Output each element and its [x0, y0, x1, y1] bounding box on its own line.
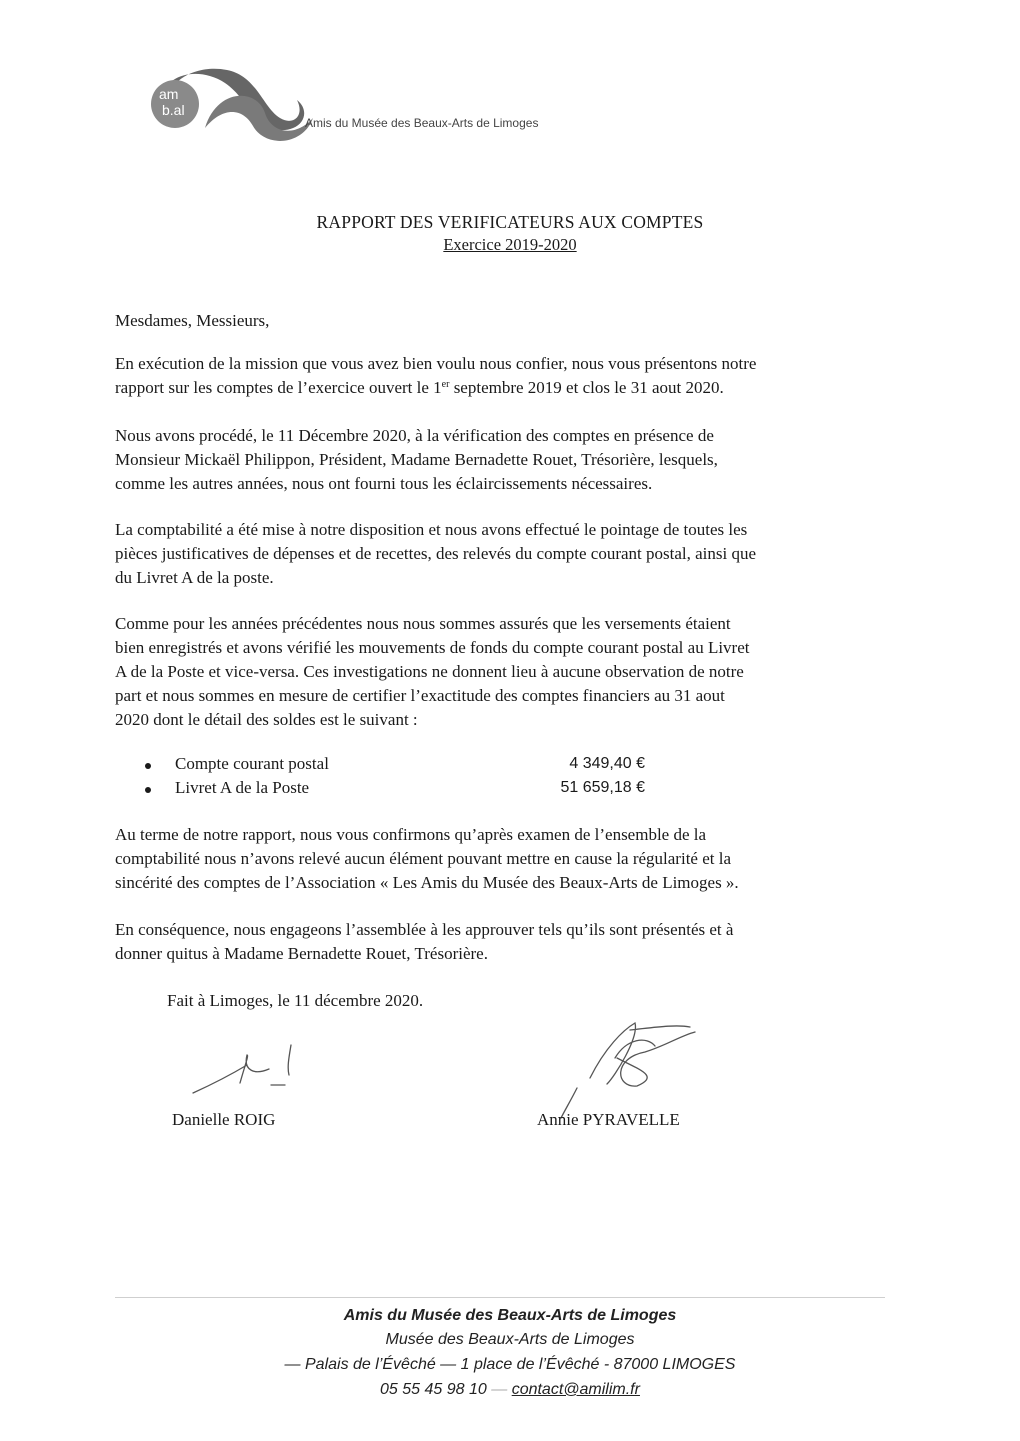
balance-row-ccp	[115, 754, 675, 778]
paragraph-line: En exécution de la mission que vous avez bien voulu nous confier, nous vous présentons notre	[115, 354, 757, 373]
signature-right-image	[555, 1018, 705, 1123]
signatory-left-name: Danielle ROIG	[172, 1110, 276, 1129]
logo-letters-top: am	[159, 86, 179, 102]
paragraph-mission	[115, 352, 875, 400]
paragraph-accounting	[115, 518, 875, 590]
paragraph-line: 2020 dont le détail des soldes est le suivant :	[115, 710, 418, 729]
paragraph-line: comptabilité nous n’avons relevé aucun élément pouvant mettre en cause la régularité et la	[115, 849, 732, 868]
paragraph-line: Nous avons procédé, le 11 Décembre 2020, à la vérification des comptes en présence de	[115, 426, 714, 445]
footer-address: — Palais de l’Évêché — 1 place de l’Évêché - 87000 LIMOGES	[284, 1356, 736, 1373]
report-title: RAPPORT DES VERIFICATEURS AUX COMPTES	[316, 212, 704, 232]
salutation: Mesdames, Messieurs,	[115, 311, 270, 330]
paragraph-line: La comptabilité a été mise à notre disposition et nous avons effectué le pointage de toutes les	[115, 520, 748, 539]
paragraph-certification	[115, 612, 875, 732]
paragraph-approval	[115, 918, 875, 966]
signature-left-image	[185, 1035, 325, 1100]
letterhead-org-name: Amis du Musée des Beaux-Arts de Limoges	[305, 116, 539, 130]
footer-separator: —	[486, 1381, 512, 1398]
balance-row-livret-a	[115, 778, 675, 802]
bullet-icon	[145, 763, 151, 769]
paragraph-line: bien enregistrés et avons vérifié les mouvements de fonds du compte courant postal au Livret	[115, 638, 750, 657]
paragraph-line: sincérité des comptes de l’Association « Les Amis du Musée des Beaux-Arts de Limoges ».	[115, 873, 739, 892]
paragraph-verification	[115, 424, 875, 496]
logo-letters-bottom: b.al	[162, 102, 185, 118]
paragraph-line: A de la Poste et vice-versa. Ces investigations ne donnent lieu à aucune observation de notre	[115, 662, 744, 681]
fiscal-year: Exercice 2019-2020	[443, 235, 577, 254]
paragraph-line: Comme pour les années précédentes nous nous sommes assurés que les versements étaient	[115, 614, 731, 633]
report-subtitle	[0, 235, 1020, 255]
paragraph-line: pièces justificatives de dépenses et de recettes, des relevés du compte courant postal, ainsi que	[115, 544, 757, 563]
footer-museum: Musée des Beaux-Arts de Limoges	[385, 1331, 635, 1348]
footer-divider	[115, 1297, 885, 1298]
balance-value: 51 659,18 €	[560, 779, 645, 796]
text-run: septembre 2019 et clos le 31 aout 2020.	[449, 378, 724, 397]
signatory-right-name: Annie PYRAVELLE	[537, 1110, 680, 1129]
balance-label: Compte courant postal	[175, 754, 329, 773]
paragraph-line: En conséquence, nous engageons l’assemblée à les approuver tels qu’ils sont présentés et à	[115, 920, 734, 939]
paragraph-line: donner quitus à Madame Bernadette Rouet, Trésorière.	[115, 944, 488, 963]
footer-org-name: Amis du Musée des Beaux-Arts de Limoges	[343, 1307, 677, 1324]
paragraph-line: Au terme de notre rapport, nous vous confirmons qu’après examen de l’ensemble de la	[115, 825, 707, 844]
balance-value: 4 349,40 €	[569, 755, 645, 772]
paragraph-line: du Livret A de la poste.	[115, 568, 274, 587]
paragraph-line: comme les autres années, nous ont fourni tous les éclaircissements nécessaires.	[115, 474, 653, 493]
footer-phone: 05 55 45 98 10	[380, 1381, 487, 1398]
balance-label: Livret A de la Poste	[175, 778, 310, 797]
text-run: rapport sur les comptes de l’exercice ouvert le 1	[115, 378, 442, 397]
bullet-icon	[145, 787, 151, 793]
superscript: er	[441, 379, 450, 390]
association-logo	[145, 58, 325, 150]
footer-email-link[interactable]: contact@amilim.fr	[511, 1381, 640, 1398]
paragraph-line	[115, 376, 875, 400]
footer-contact	[0, 1381, 1020, 1399]
place-and-date: Fait à Limoges, le 11 décembre 2020.	[167, 991, 424, 1010]
paragraph-conclusion	[115, 823, 875, 895]
paragraph-line: part et nous sommes en mesure de certifier l’exactitude des comptes financiers au 31 aout	[115, 686, 725, 705]
paragraph-line: Monsieur Mickaël Philippon, Président, Madame Bernadette Rouet, Trésorière, lesquels,	[115, 450, 718, 469]
